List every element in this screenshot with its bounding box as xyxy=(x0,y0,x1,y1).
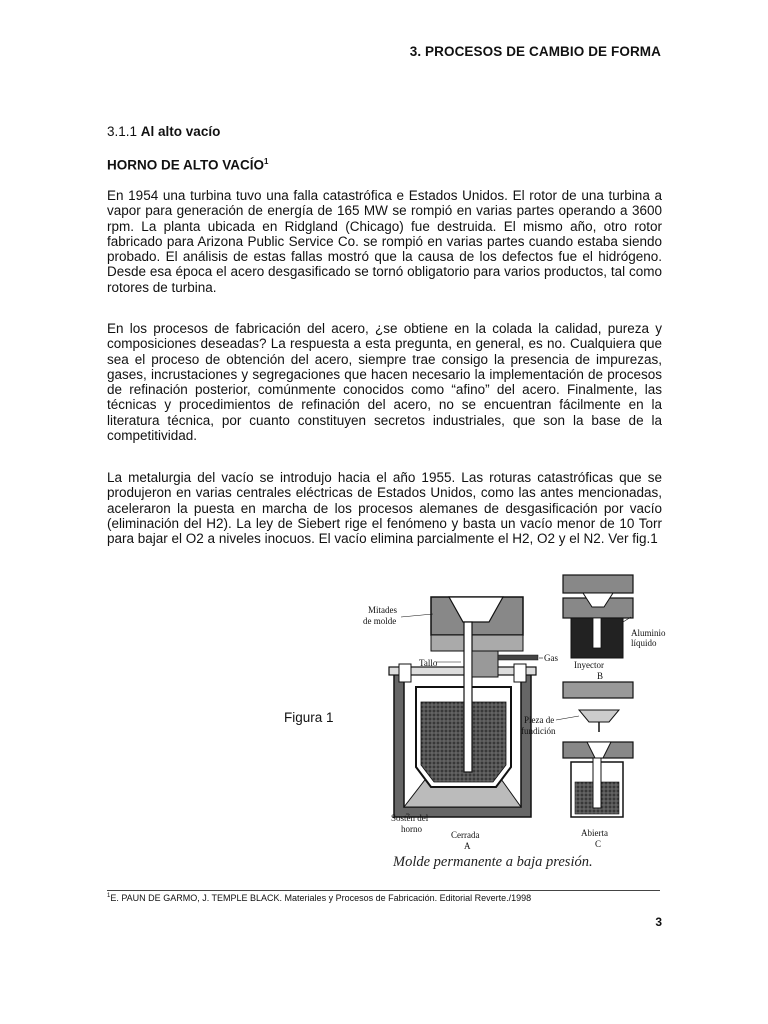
footnote-ref: 1 xyxy=(264,157,269,166)
label-sosten: Sostén del xyxy=(391,813,429,823)
page-number: 3 xyxy=(655,915,662,929)
footnote xyxy=(107,893,531,903)
label-b: B xyxy=(597,671,604,681)
section-heading xyxy=(107,157,268,173)
label-a: A xyxy=(464,841,471,851)
open-diagram-c xyxy=(563,742,633,817)
subsection-heading xyxy=(107,124,220,139)
figure-diagram xyxy=(361,562,669,874)
label-pieza: Pieza de xyxy=(524,715,555,725)
paragraph-3: La metalurgia del vacío se introdujo hacia el año 1955. Las roturas catastróficas que se produjeron en varias centrales eléctricas de Estados Unidos, como las antes mencionadas, aceleraron la puesta en marcha de los procesos alemanes de desgasificación por vacío (eliminación del H2). La ley de Siebert rige el fenómeno y basta un vacío menor de 10 Torr para bajar el O2 a niveles inocuos. El vacío elimina parcialmente el H2, O2 y el N2. Ver fig.1 xyxy=(107,470,662,547)
label-inyector: Inyector xyxy=(574,660,604,670)
label-horno: horno xyxy=(401,824,422,834)
label-fundicion: fundición xyxy=(521,726,556,736)
figure-caption: Molde permanente a baja presión. xyxy=(393,854,593,870)
furnace-diagram-a xyxy=(389,597,543,817)
label-c: C xyxy=(595,839,602,849)
label-abierta: Abierta xyxy=(581,828,608,838)
label-tallo: Tallo xyxy=(419,658,438,668)
mold-plate xyxy=(563,682,633,698)
label-mitades: Mitades xyxy=(368,605,397,615)
paragraph-1: En 1954 una turbina tuvo una falla catastrófica e Estados Unidos. El rotor de una turbina a vapor para generación de energía de 165 MW se rompió en varias partes operando a 3600 rpm. La planta ubicada en Ridgland (Chicago) fue destruida. El mismo año, otro rotor fabricado para Arizona Public Service Co. se rompió en varias partes cuando estaba siendo probado. El análisis de estas fallas mostró que la causa de los defectos fue el hidrógeno. Desde esa época el acero desgasificado se tornó obligatorio para varios productos, tal como rotores de turbina. xyxy=(107,188,662,295)
cast-part-diagram xyxy=(556,710,619,732)
label-liquido: líquido xyxy=(631,638,657,648)
running-header: 3. PROCESOS DE CAMBIO DE FORMA xyxy=(409,44,661,59)
subsection-number: 3.1.1 xyxy=(107,124,138,139)
footnote-mark: 1 xyxy=(107,893,111,899)
figure-label: Figura 1 xyxy=(284,710,334,725)
subsection-title: Al alto vacío xyxy=(140,124,221,139)
label-gas: Gas xyxy=(544,653,558,663)
label-cerrada: Cerrada xyxy=(451,830,480,840)
paragraph-2: En los procesos de fabricación del acero, ¿se obtiene en la colada la calidad, pureza y composiciones deseadas? La respuesta a esta pregunta, en general, es no. Cualquiera que sea el proceso de obtención del acero, siempre trae consigo la presencia de impurezas, gases, incrustaciones y segregaciones que hacen necesario la implementación de procesos de refinación posterior, comúnmente conocidos como “afino” del acero. Finalmente, las técnicas y procedimientos de refinación del acero, no se encuentran fácilmente en la literatura técnica, por cuanto constituyen secretos industriales, que son la base de la competitividad. xyxy=(107,321,662,444)
label-aluminio: Aluminio xyxy=(631,628,666,638)
section-heading-text: HORNO DE ALTO VACÍO xyxy=(107,157,265,173)
footnote-text: E. PAUN DE GARMO, J. TEMPLE BLACK. Materiales y Procesos de Fabricación. Editorial Reverte./1998 xyxy=(110,893,532,903)
footnote-divider xyxy=(107,890,660,891)
injector-diagram-b xyxy=(563,575,633,658)
label-de-molde: de molde xyxy=(363,616,397,626)
